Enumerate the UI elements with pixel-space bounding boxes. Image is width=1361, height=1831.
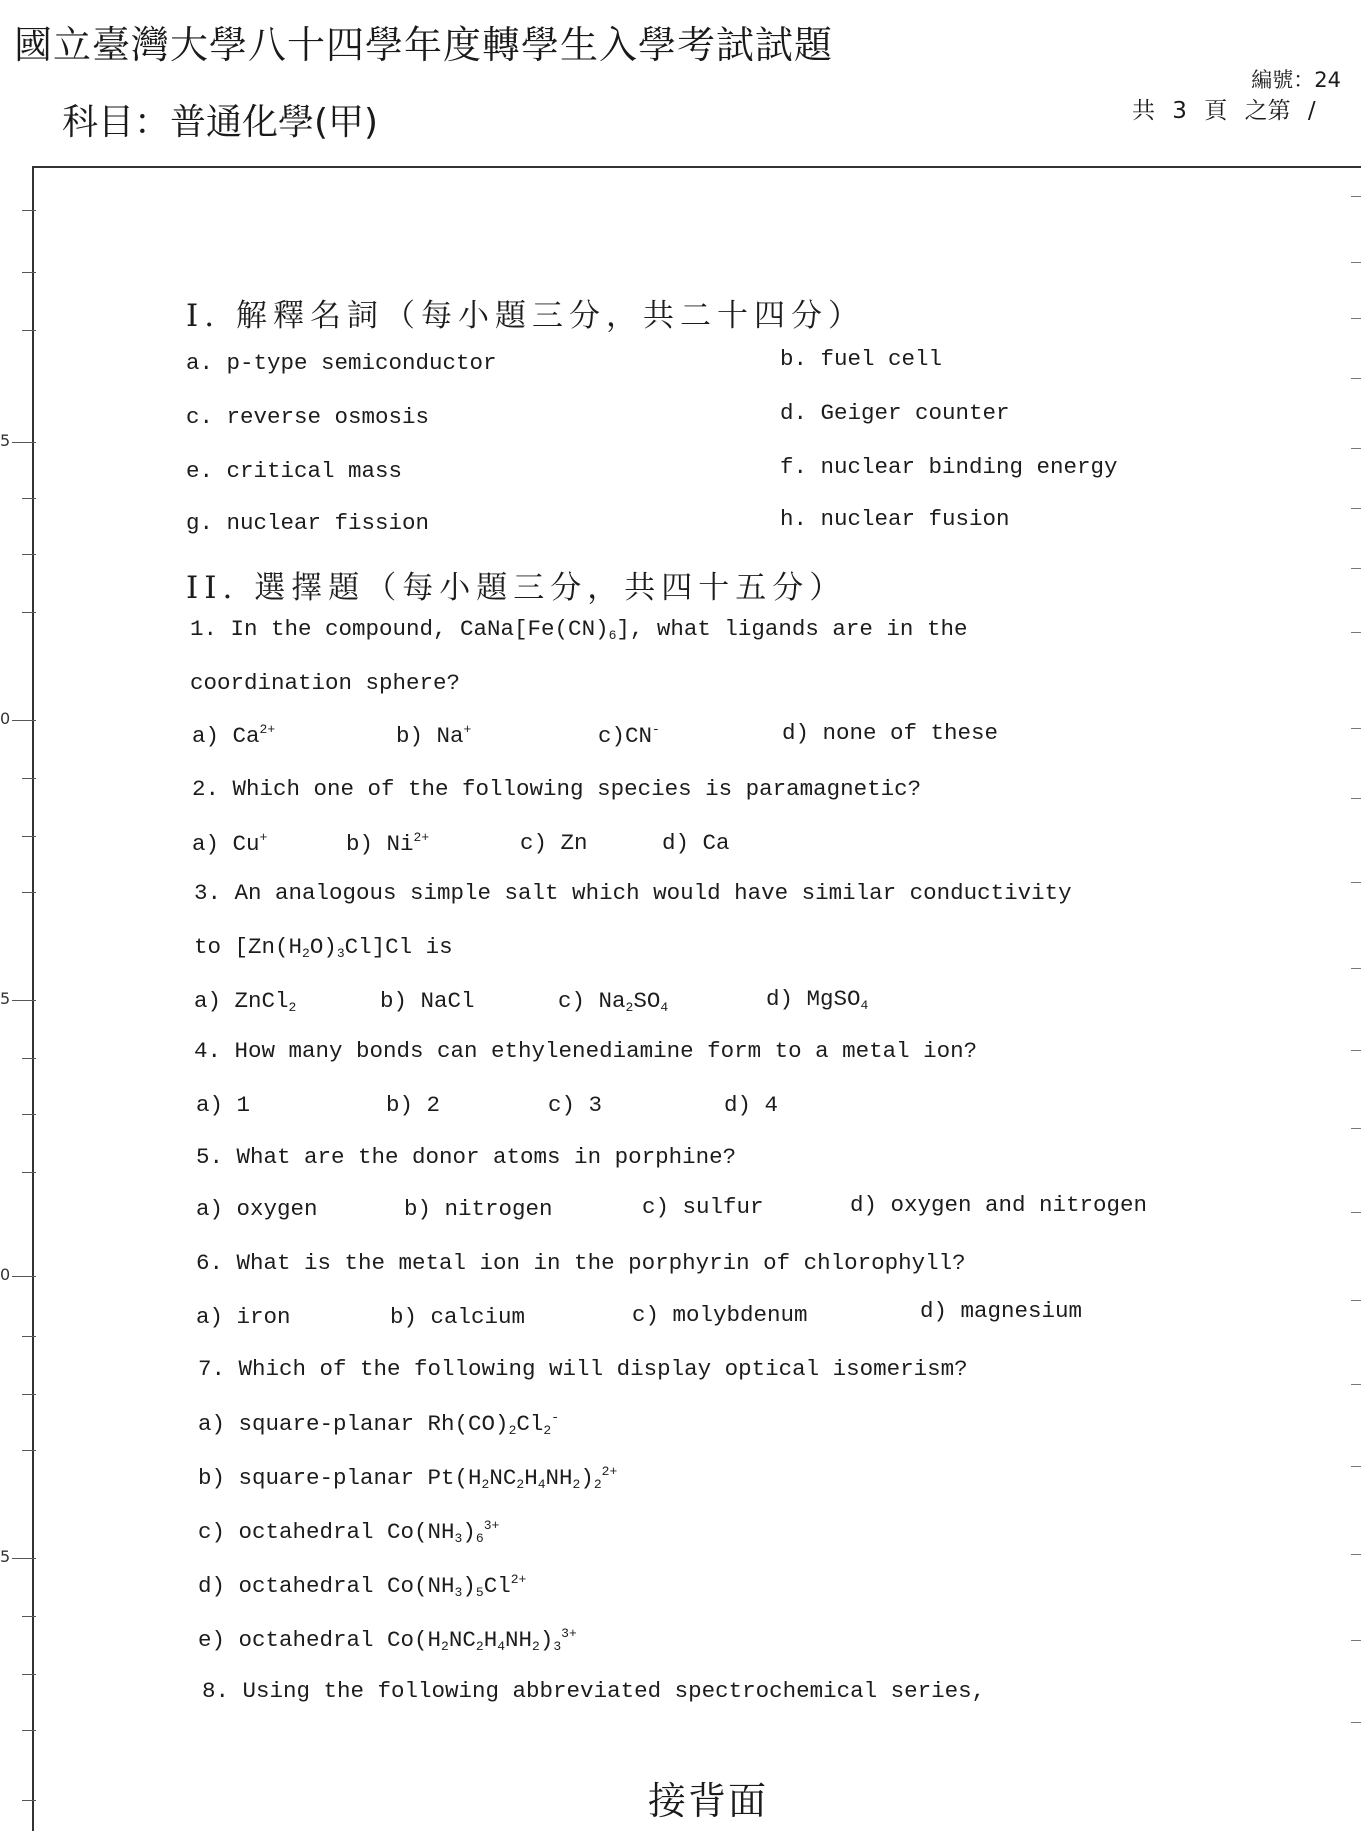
q1-prompt-part: ], what ligands are in the: [616, 616, 968, 642]
ruler-tick: [12, 720, 36, 721]
subscript: 2: [288, 1000, 297, 1015]
q5-option-b: b) nitrogen: [404, 1196, 553, 1222]
ruler-tick: [1351, 1466, 1361, 1467]
q2-option-c: c) Zn: [520, 830, 588, 856]
superscript: 2+: [601, 1464, 618, 1479]
ruler-tick: [22, 1394, 36, 1395]
exam-title: 國立臺灣大學八十四學年度轉學生入學考試試題: [14, 23, 834, 67]
section2-heading: II. 選擇題（每小題三分，共四十五分）: [186, 570, 847, 606]
subscript: 2: [572, 1477, 581, 1492]
option-text: Cl: [483, 1573, 511, 1599]
superscript: 2+: [510, 1572, 527, 1587]
formula-part: Cl]Cl is: [344, 934, 453, 960]
ruler-tick: [22, 330, 36, 331]
q4-option-c: c) 3: [548, 1092, 603, 1118]
ruler-tick: [12, 442, 36, 443]
subscript: 4: [860, 998, 869, 1013]
ruler-tick: [22, 554, 36, 555]
q5-option-d: d) oxygen and nitrogen: [850, 1192, 1148, 1218]
subscript: 2: [516, 1477, 525, 1492]
question-1-line2: coordination sphere?: [190, 670, 461, 696]
q5-option-c: c) sulfur: [642, 1194, 764, 1220]
superscript: +: [463, 722, 472, 737]
option-text: NH: [545, 1465, 573, 1491]
ruler-tick: [1351, 448, 1361, 449]
q3-option-d: [766, 986, 868, 1013]
option-text: e) octahedral Co(H: [198, 1627, 442, 1653]
q1-option-d: d) none of these: [782, 720, 999, 746]
option-text: Cl: [516, 1411, 544, 1437]
ruler-label: 5: [0, 431, 11, 450]
q3-option-c: [558, 988, 668, 1015]
subscript: 3: [454, 1531, 463, 1546]
subscript: 4: [537, 1477, 546, 1492]
ruler-tick: [1351, 318, 1361, 319]
option-text: H: [483, 1627, 498, 1653]
q1-option-a: [192, 722, 275, 749]
subscript: 6: [475, 1531, 484, 1546]
formula-part: O): [309, 934, 337, 960]
option-text: a) Ca: [192, 723, 260, 749]
q2-option-b: [346, 830, 429, 857]
option-text: NC: [489, 1465, 517, 1491]
ruler-tick: [22, 1450, 36, 1451]
q7-option-d: [198, 1572, 526, 1600]
ruler-tick: [22, 1730, 36, 1731]
q7-option-b: [198, 1464, 617, 1492]
subscript: 2: [475, 1639, 484, 1654]
right-ruler: [1349, 0, 1361, 1831]
question-6: 6. What is the metal ion in the porphyrin of chlorophyll?: [196, 1250, 966, 1276]
page-info: 共 3 頁 之第 /: [1132, 98, 1316, 124]
subscript: 4: [497, 1639, 506, 1654]
ruler-tick: [1351, 882, 1361, 883]
term-item: g. nuclear fission: [186, 510, 430, 536]
ruler-tick: [1351, 1722, 1361, 1723]
continue-on-back: 接背面: [648, 1779, 769, 1823]
subscript: 3: [553, 1639, 562, 1654]
superscript: +: [259, 830, 268, 845]
option-text: SO: [633, 988, 661, 1014]
question-8: 8. Using the following abbreviated spectrochemical series,: [202, 1678, 986, 1704]
term-item: a. p-type semiconductor: [186, 350, 497, 376]
ruler-tick: [22, 1114, 36, 1115]
option-text: b) square-planar Pt(H: [198, 1465, 482, 1491]
ruler-tick: [22, 1674, 36, 1675]
q3-option-b: b) NaCl: [380, 988, 475, 1014]
subscript: 2: [532, 1639, 540, 1654]
option-text: b) Na: [396, 723, 464, 749]
subscript: 2: [543, 1423, 552, 1438]
superscript: 3+: [561, 1626, 577, 1641]
ruler-tick: [1351, 1128, 1361, 1129]
term-item: h. nuclear fusion: [780, 506, 1010, 532]
q1-option-c: [598, 722, 660, 749]
q4-option-b: b) 2: [386, 1092, 441, 1118]
ruler-tick: [1351, 1050, 1361, 1051]
option-text: b) Ni: [346, 831, 414, 857]
ruler-label: 0: [0, 1265, 11, 1284]
option-text: ): [539, 1627, 554, 1653]
subscript: 2: [302, 946, 310, 961]
term-item: b. fuel cell: [780, 346, 943, 372]
subscript: 2: [593, 1477, 602, 1492]
option-text: ): [462, 1519, 476, 1545]
section1-heading: I. 解釋名詞（每小題三分，共二十四分）: [186, 298, 865, 334]
subscript: 3: [336, 946, 345, 961]
option-text: a) square-planar Rh(CO): [198, 1411, 509, 1437]
ruler-label: 0: [0, 709, 11, 728]
ruler-tick: [22, 612, 36, 613]
ruler-tick: [22, 1616, 36, 1617]
option-text: d) MgSO: [766, 986, 861, 1012]
term-item: c. reverse osmosis: [186, 404, 430, 430]
ruler-tick: [22, 836, 36, 837]
ruler-tick: [1351, 1384, 1361, 1385]
exam-code: 編號：24: [1251, 68, 1341, 92]
question-3: 3. An analogous simple salt which would have similar conductivity: [194, 880, 1072, 906]
option-text: c) Na: [558, 988, 626, 1014]
option-text: d) octahedral Co(NH: [198, 1573, 455, 1599]
ruler-tick: [22, 892, 36, 893]
option-text: c)CN: [598, 723, 653, 749]
q7-option-c: [198, 1518, 499, 1546]
superscript: -: [652, 722, 660, 737]
option-text: a) Cu: [192, 831, 260, 857]
ruler-tick: [22, 1058, 36, 1059]
q2-option-a: [192, 830, 267, 857]
q7-option-e: [198, 1626, 577, 1654]
ruler-tick: [22, 1800, 36, 1801]
q6-option-c: c) molybdenum: [632, 1302, 808, 1328]
q5-option-a: a) oxygen: [196, 1196, 318, 1222]
subscript: 5: [475, 1585, 484, 1600]
ruler-tick: [1351, 798, 1361, 799]
q6-option-d: d) magnesium: [920, 1298, 1083, 1324]
ruler-tick: [1351, 728, 1361, 729]
formula-part: to [Zn(H: [194, 934, 303, 960]
option-text: H: [524, 1465, 538, 1491]
ruler-tick: [22, 498, 36, 499]
ruler-tick: [1351, 1300, 1361, 1301]
ruler-tick: [22, 1336, 36, 1337]
ruler-tick: [22, 210, 36, 211]
ruler-tick: [1351, 262, 1361, 263]
ruler-tick: [22, 778, 36, 779]
ruler-tick: [12, 1558, 36, 1559]
question-4: 4. How many bonds can ethylenediamine form to a metal ion?: [194, 1038, 978, 1064]
option-text: ): [462, 1573, 476, 1599]
subscript: 2: [625, 1000, 634, 1015]
question-3-line2: [194, 934, 453, 961]
left-ruler: [0, 0, 40, 1831]
ruler-tick: [1351, 196, 1361, 197]
superscript: 3+: [483, 1518, 500, 1533]
q1-option-b: [396, 722, 471, 749]
term-item: e. critical mass: [186, 458, 403, 484]
option-text: a) ZnCl: [194, 988, 289, 1014]
ruler-tick: [1351, 378, 1361, 379]
ruler-tick: [12, 1000, 36, 1001]
superscript: -: [551, 1410, 560, 1425]
option-text: NC: [448, 1627, 476, 1653]
ruler-tick: [1351, 968, 1361, 969]
subscript: 2: [481, 1477, 490, 1492]
q4-option-d: d) 4: [724, 1092, 779, 1118]
ruler-tick: [22, 272, 36, 273]
ruler-tick: [1351, 1554, 1361, 1555]
ruler-label: 5: [0, 989, 11, 1008]
ruler-tick: [22, 1172, 36, 1173]
term-item: d. Geiger counter: [780, 400, 1010, 426]
subscript: 4: [660, 1000, 669, 1015]
option-text: NH: [505, 1627, 533, 1653]
ruler-tick: [1351, 568, 1361, 569]
subscript: 3: [454, 1585, 463, 1600]
exam-subject: 科目：普通化學(甲): [62, 102, 379, 143]
term-item: f. nuclear binding energy: [780, 454, 1118, 480]
ruler-label: 5: [0, 1547, 11, 1566]
q6-option-a: a) iron: [196, 1304, 291, 1330]
ruler-tick: [1351, 508, 1361, 509]
q7-option-a: [198, 1410, 559, 1438]
question-2: 2. Which one of the following species is paramagnetic?: [192, 776, 922, 802]
option-text: c) octahedral Co(NH: [198, 1519, 455, 1545]
question-5: 5. What are the donor atoms in porphine?: [196, 1144, 737, 1170]
option-text: ): [580, 1465, 594, 1491]
ruler-tick: [12, 1276, 36, 1277]
q6-option-b: b) calcium: [390, 1304, 526, 1330]
ruler-tick: [1351, 1212, 1361, 1213]
ruler-tick: [1351, 632, 1361, 633]
superscript: 2+: [413, 830, 430, 845]
q1-prompt-part: 1. In the compound, CaNa[Fe(CN): [190, 616, 609, 642]
question-1: [190, 616, 967, 643]
q1-subscript: 6: [608, 628, 617, 643]
q4-option-a: a) 1: [196, 1092, 251, 1118]
ruler-tick: [1351, 1640, 1361, 1641]
q2-option-d: d) Ca: [662, 830, 730, 856]
q3-option-a: [194, 988, 296, 1015]
question-7: 7. Which of the following will display optical isomerism?: [198, 1356, 968, 1382]
subscript: 2: [508, 1423, 517, 1438]
superscript: 2+: [259, 722, 276, 737]
subscript: 2: [441, 1639, 449, 1654]
